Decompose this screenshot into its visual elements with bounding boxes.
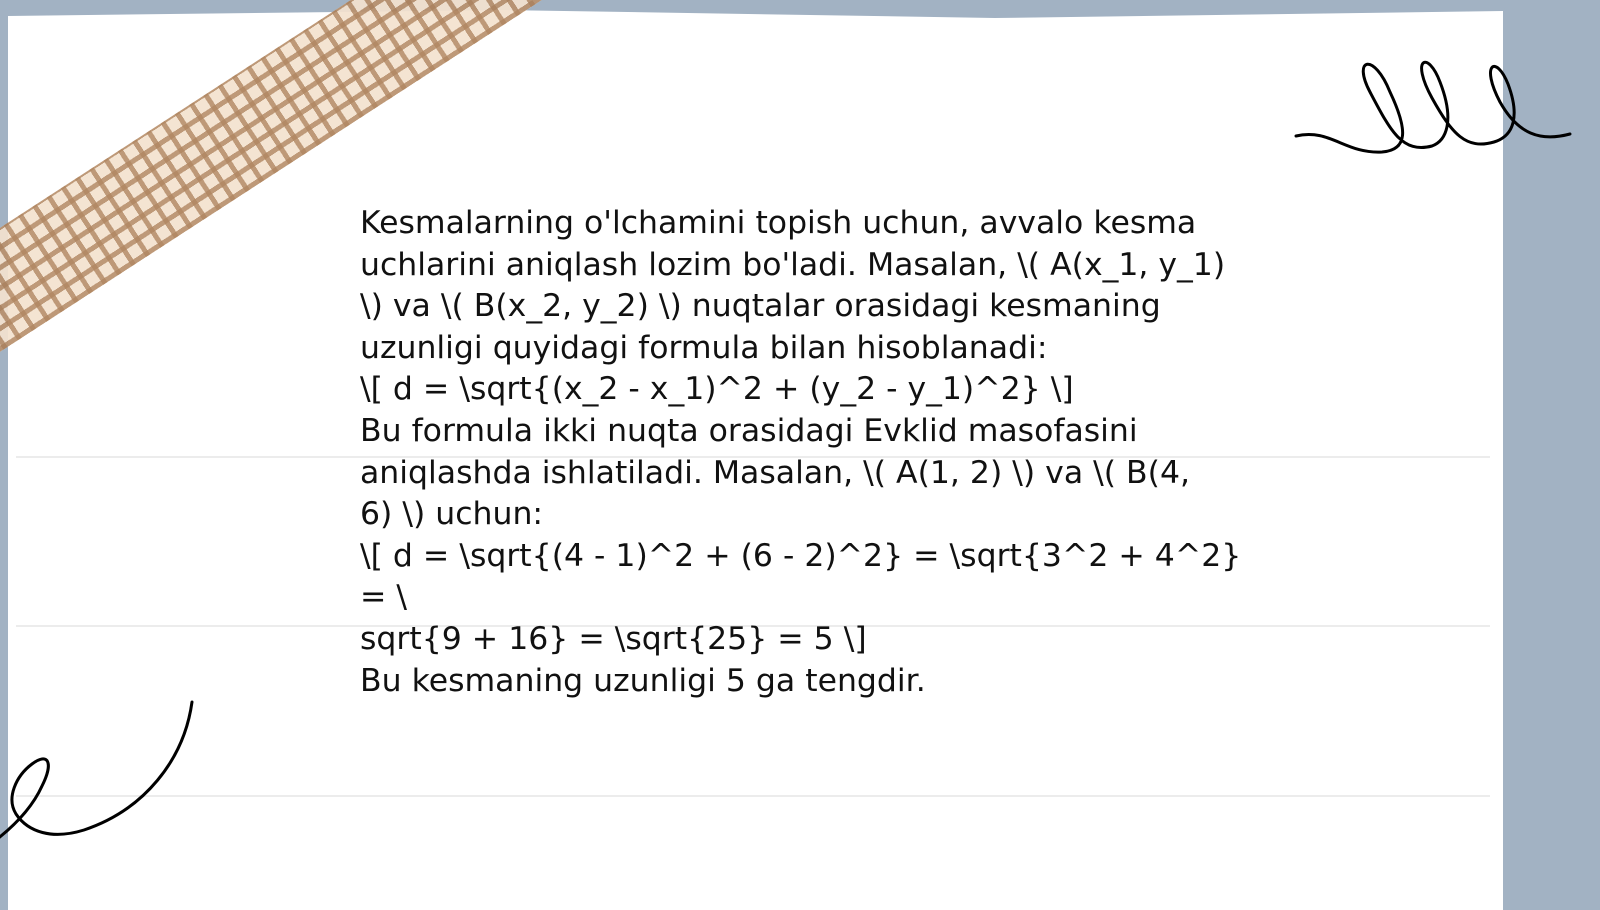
loop-scribble-icon <box>1290 30 1600 170</box>
text-line: uchlarini aniqlash lozim bo'ladi. Masalan, \( A(x_1, y_1) <box>360 246 1226 283</box>
formula-line: \[ d = \sqrt{(4 - 1)^2 + (6 - 2)^2} = \sqrt{3^2 + 4^2} = \ <box>360 537 1242 616</box>
formula-line: \[ d = \sqrt{(x_2 - x_1)^2 + (y_2 - y_1)^2} \] <box>360 371 1074 408</box>
text-line: \) va \( B(x_2, y_2) \) nuqtalar orasidagi kesmaning <box>360 288 1161 325</box>
text-line: uzunligi quyidagi formula bilan hisoblanadi: <box>360 329 1048 366</box>
formula-line: sqrt{9 + 16} = \sqrt{25} = 5 \] <box>360 620 867 657</box>
ruled-line <box>16 795 1490 797</box>
note-text <box>360 203 1250 702</box>
text-line: Bu formula ikki nuqta orasidagi Evklid masofasini <box>360 412 1138 449</box>
swoosh-scribble-icon <box>0 690 204 860</box>
text-line: Bu kesmaning uzunligi 5 ga tengdir. <box>360 662 926 699</box>
text-line: Kesmalarning o'lchamini topish uchun, avvalo kesma <box>360 205 1197 241</box>
text-line: aniqlashda ishlatiladi. Masalan, \( A(1, 2) \) va \( B(4, <box>360 454 1191 491</box>
text-line: 6) \) uchun: <box>360 496 544 533</box>
